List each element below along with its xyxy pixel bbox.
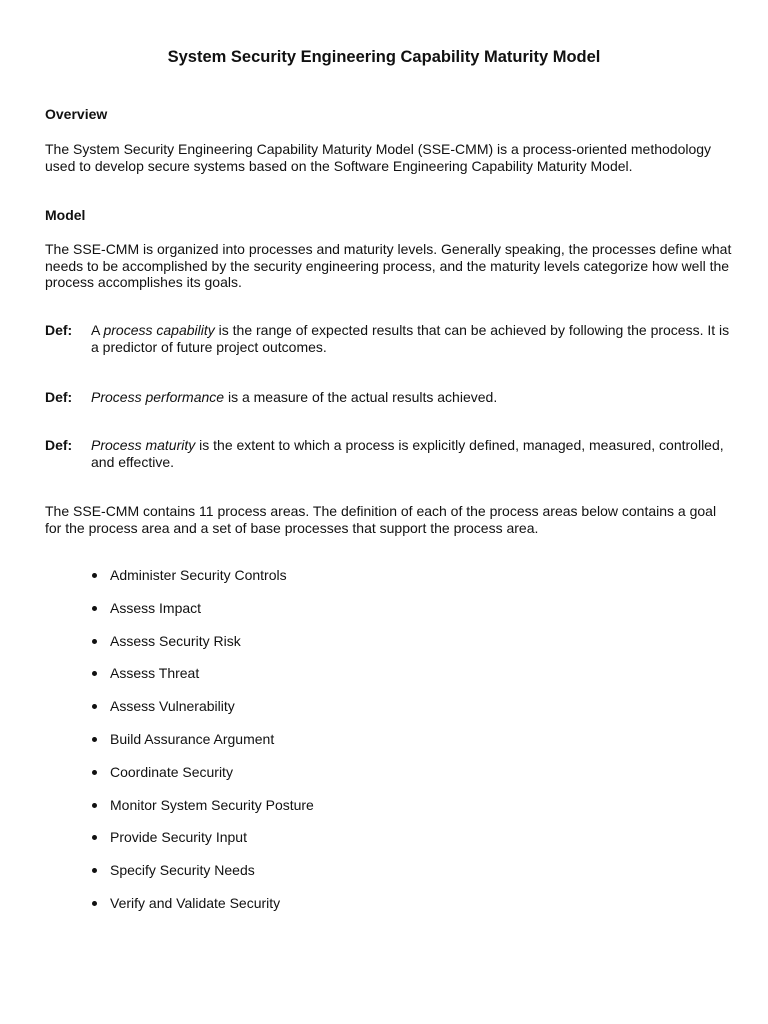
list-item-label: Assess Security Risk (110, 632, 241, 649)
bullet-icon (92, 803, 97, 808)
bullet-icon (92, 737, 97, 742)
definition-term: Process maturity (91, 437, 196, 453)
bullet-icon (92, 704, 97, 709)
bullet-icon (92, 868, 97, 873)
definition-text: is a measure of the actual results achieved. (224, 389, 498, 405)
list-item-label: Provide Security Input (110, 829, 247, 846)
list-item (0, 600, 768, 633)
definition-term: process capability (103, 322, 215, 338)
bullet-icon (92, 573, 97, 578)
model-paragraph: The SSE-CMM is organized into processes and maturity levels. Generally speaking, the processes define what needs to be accomplished by the security engineering process, and the maturity levels categorize how well the process accomplishes its goals. (45, 241, 732, 290)
list-item-label: Assess Threat (110, 665, 200, 682)
bullet-icon (92, 835, 97, 840)
definition-body (91, 389, 731, 406)
list-item (0, 567, 768, 600)
list-item (0, 895, 768, 928)
definition-body (91, 437, 731, 470)
definition-prefix: A (91, 322, 104, 338)
bullet-icon (92, 606, 97, 611)
list-item (0, 829, 768, 862)
process-areas-list (0, 567, 768, 928)
list-item-label: Administer Security Controls (110, 567, 287, 583)
list-item (0, 764, 768, 797)
list-item-label: Specify Security Needs (110, 862, 255, 879)
definition-body (91, 322, 731, 355)
definition-label: Def: (45, 437, 73, 453)
definition-label: Def: (45, 389, 73, 405)
bullet-icon (92, 639, 97, 644)
list-item-label: Assess Vulnerability (110, 698, 235, 715)
list-item (0, 862, 768, 895)
bullet-icon (92, 770, 97, 775)
list-item (0, 665, 768, 698)
list-item (0, 698, 768, 731)
list-item-label: Assess Impact (110, 599, 202, 616)
list-item-label: Verify and Validate Security (110, 894, 281, 911)
overview-heading: Overview (45, 106, 108, 122)
bullet-icon (92, 671, 97, 676)
document-title: System Security Engineering Capability Maturity Model (167, 48, 601, 66)
model-heading: Model (45, 207, 86, 223)
list-item (0, 633, 768, 666)
list-item-label: Coordinate Security (110, 763, 233, 780)
list-item-label: Build Assurance Argument (110, 730, 275, 747)
definition-text: is the extent to which a process is explicitly defined, managed, measured, controlled, and effective. (91, 437, 724, 470)
definition-label: Def: (45, 322, 73, 338)
overview-paragraph: The System Security Engineering Capability Maturity Model (SSE-CMM) is a process-oriented methodology used to develop secure systems based on the Software Engineering Capability Maturity Model. (45, 141, 712, 174)
list-item (0, 797, 768, 830)
list-item (0, 731, 768, 764)
bullet-icon (92, 901, 97, 906)
definition-text: is the range of expected results that can be achieved by following the process. It is a predictor of future project outcomes. (91, 322, 730, 355)
process-areas-intro: The SSE-CMM contains 11 process areas. The definition of each of the process areas below contains a goal for the process area and a set of base processes that support the process area. (45, 503, 717, 536)
list-item-label: Monitor System Security Posture (110, 796, 314, 813)
definition-term: Process performance (91, 389, 225, 405)
